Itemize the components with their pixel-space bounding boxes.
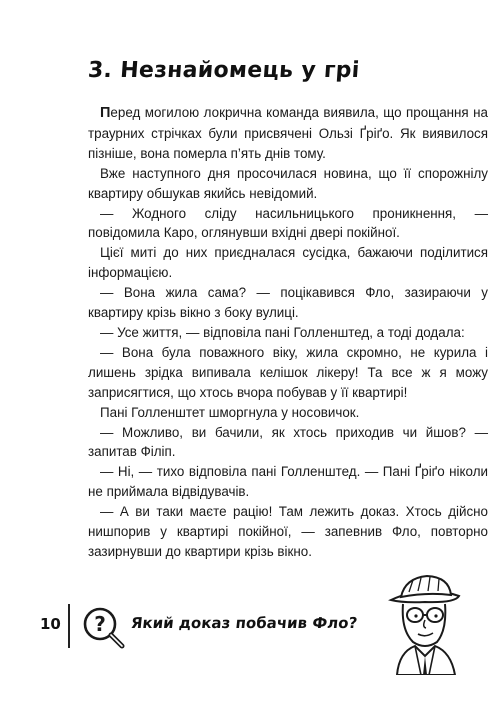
paragraph: — Жодного сліду насильницького проникнення, — повідомила Каро, оглянувши вхідні двері покійної. xyxy=(88,205,488,241)
paragraph: — Можливо, ви бачили, як хтось приходив чи йшов? — запитав Філіп. xyxy=(88,424,488,460)
paragraph: — Ні, — тихо відповіла пані Голленштед. — Пані Ґріґо ніколи не приймала відвідувачів. xyxy=(88,464,488,500)
character-illustration xyxy=(385,570,465,675)
paragraph xyxy=(88,103,488,164)
chapter-body xyxy=(88,103,488,562)
paragraph: — А ви таки маєте рацію! Там лежить доказ. Хтось дійсно нишпорив у квартирі покійної, — запевнив Фло, повторно зазирнувши до квартири крізь вікно. xyxy=(88,504,488,559)
question-mark: ? xyxy=(94,612,106,636)
dropcap-letter: П xyxy=(100,105,111,121)
paragraph: — Усе життя, — відповіла пані Голленштед, а тоді додала: xyxy=(100,324,465,340)
page-footer xyxy=(0,600,490,715)
paragraph: Вже наступного дня просочилася новина, що її спорожнілу квартиру обшукав якийсь невідомий. xyxy=(88,165,488,201)
paragraph-text: еред могилою локрична команда виявила, що прощання на траурних стрічках були присвячені Ользі Ґріґо. Як виявилося пізніше, вона померла п’ять днів тому. xyxy=(88,105,488,161)
paragraph: Цієї миті до них приєдналася сусідка, бажаючи поділитися інформацією. xyxy=(88,245,488,281)
footer-question: Який доказ побачив Фло? xyxy=(130,614,359,632)
magnifier-question-icon xyxy=(80,604,126,650)
chapter-title: 3. Незнайомець у грі xyxy=(87,58,361,83)
paragraph: — Вона була поважного віку, жила скромно, не курила і лишень зрідка випивала келішок лікеру! Та все ж я можу заприсягтися, що хтось вчора побував у її квартирі! xyxy=(88,344,488,400)
paragraph: Пані Голленштет шморгнула у носовичок. xyxy=(100,404,360,420)
paragraph: — Вона жила сама? — поцікавився Фло, зазираючи у квартиру крізь вікно з боку вулиці. xyxy=(88,285,488,321)
page-number: 10 xyxy=(40,615,61,633)
footer-divider xyxy=(68,604,70,648)
